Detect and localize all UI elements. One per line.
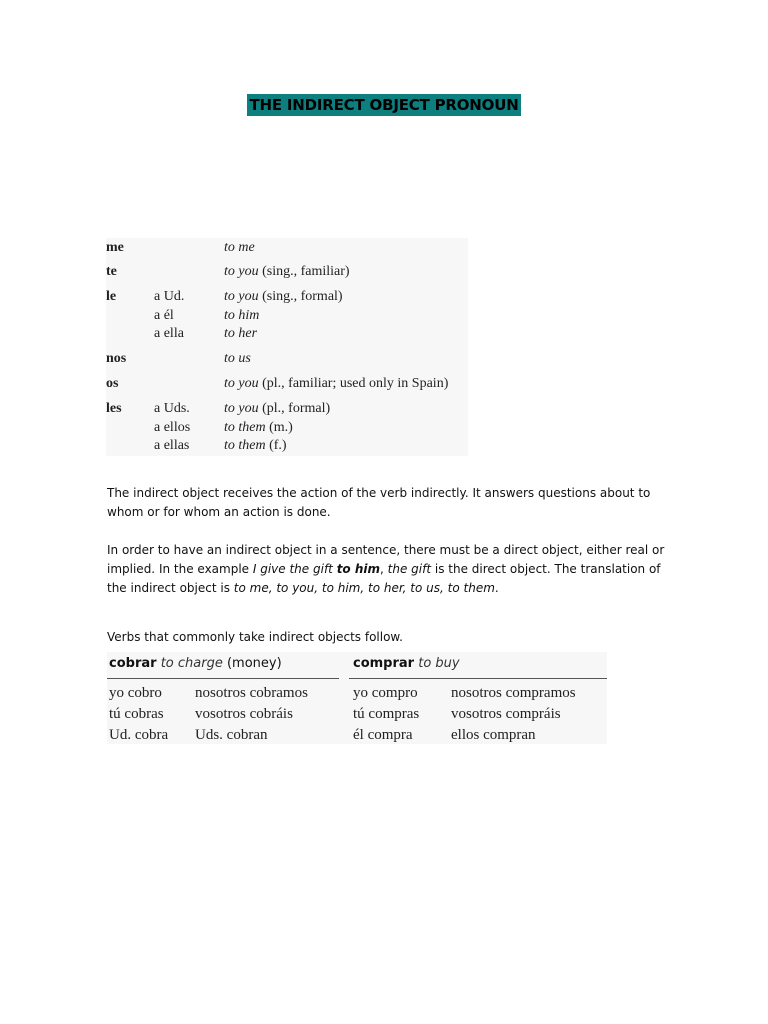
preposition: a Ud. [154,289,185,304]
verb-block-cobrar [107,652,339,744]
paragraph-example [107,541,667,598]
translation-note: (sing., familiar) [258,264,350,279]
translation-cell [224,400,330,456]
translation-italic: to you [224,264,259,279]
translation-note: (sing., formal) [258,289,343,304]
verb-note: (money) [222,656,282,671]
translation-italic: to them [224,419,266,435]
plural-forms [195,683,308,746]
conjugation: vosotros compráis [451,706,561,722]
translation [224,375,448,394]
conjugation: tú cobras [109,706,164,722]
verb-meaning: to buy [418,656,460,671]
conjugation: Ud. cobra [109,727,169,743]
translation [224,263,350,282]
translation-italic: to them [224,438,266,454]
translation-italic: to you [224,289,259,304]
singular-forms [109,683,168,746]
translation-note: (f.) [265,438,287,454]
translation-cell [224,288,343,344]
conjugation: yo compro [353,685,418,701]
example-italic: I give the gift [252,562,337,576]
singular-forms [353,683,419,746]
paragraph-text: is the direct object. The translation of the indirect object is [107,562,661,595]
translation [224,400,330,419]
translation-italic: to her [224,326,258,342]
conjugation: ellos compran [451,727,536,743]
paragraph-definition: The indirect object receives the action of the verb indirectly. It answers questions about to whom or for whom an action is done. [107,486,651,519]
translation-cell [224,263,350,282]
conjugation: vosotros cobráis [195,706,293,722]
translation-italic: to him [224,307,260,323]
verb-infinitive: cobrar [109,656,157,671]
paragraph-verbs-intro: Verbs that commonly take indirect objects follow. [107,630,403,644]
translation [224,350,251,369]
preposition: a él [154,307,174,323]
pronoun: les [106,401,122,416]
conjugation: nosotros compramos [451,685,576,701]
plural-forms [451,683,576,746]
verb-divider [349,678,607,679]
translation-italic: to me [224,240,255,255]
pronoun: le [106,289,117,304]
preposition: a ella [154,326,184,342]
translation-note: (m.) [265,419,293,435]
translation [224,239,255,258]
translation [224,325,343,344]
page-title: THE INDIRECT OBJECT PRONOUN [249,96,519,114]
verb-block-comprar [349,652,607,744]
translation-italic: to you [224,376,259,391]
translation [224,419,330,438]
example-bold: to him [336,562,381,576]
pronoun-table [106,238,468,456]
verb-heading [353,656,460,671]
title-wrapper [0,94,768,116]
verb-conjugation-table [107,652,607,744]
preposition-cell [154,400,190,456]
translation [224,437,330,456]
verb-heading [109,656,282,671]
conjugation: tú compras [353,706,420,722]
preposition-cell [154,288,184,344]
conjugation: Uds. cobran [195,727,268,743]
pronoun: me [106,240,124,255]
translation-italic: to you [224,401,259,416]
paragraph-text: . [494,581,499,595]
translation-note: (pl., formal) [258,401,331,416]
translation-italic: to us [224,351,251,366]
conjugation: yo cobro [109,685,162,701]
conjugation: nosotros cobramos [195,685,308,701]
translation-cell [224,375,448,394]
preposition: a ellos [154,419,191,435]
pronoun: nos [106,351,127,366]
pronoun: os [106,376,119,391]
translations-italic: to me, to you, to him, to her, to us, to them [233,581,495,595]
pronoun: te [106,264,117,279]
translation [224,307,343,326]
conjugation: él compra [353,727,413,743]
translation-cell [224,239,255,258]
example-italic: the gift [387,562,432,576]
verb-infinitive: comprar [353,656,415,671]
verb-divider [107,678,339,679]
translation [224,288,343,307]
preposition: a ellas [154,438,190,454]
translation-cell [224,350,251,369]
paragraph-text: In order to have an indirect object in a sentence, there must be a direct object, either real or implied. In the example [107,543,665,576]
verb-meaning: to charge [160,656,223,671]
paragraph-text: , [380,562,388,576]
preposition: a Uds. [154,401,190,416]
translation-note: (pl., familiar; used only in Spain) [258,376,449,391]
